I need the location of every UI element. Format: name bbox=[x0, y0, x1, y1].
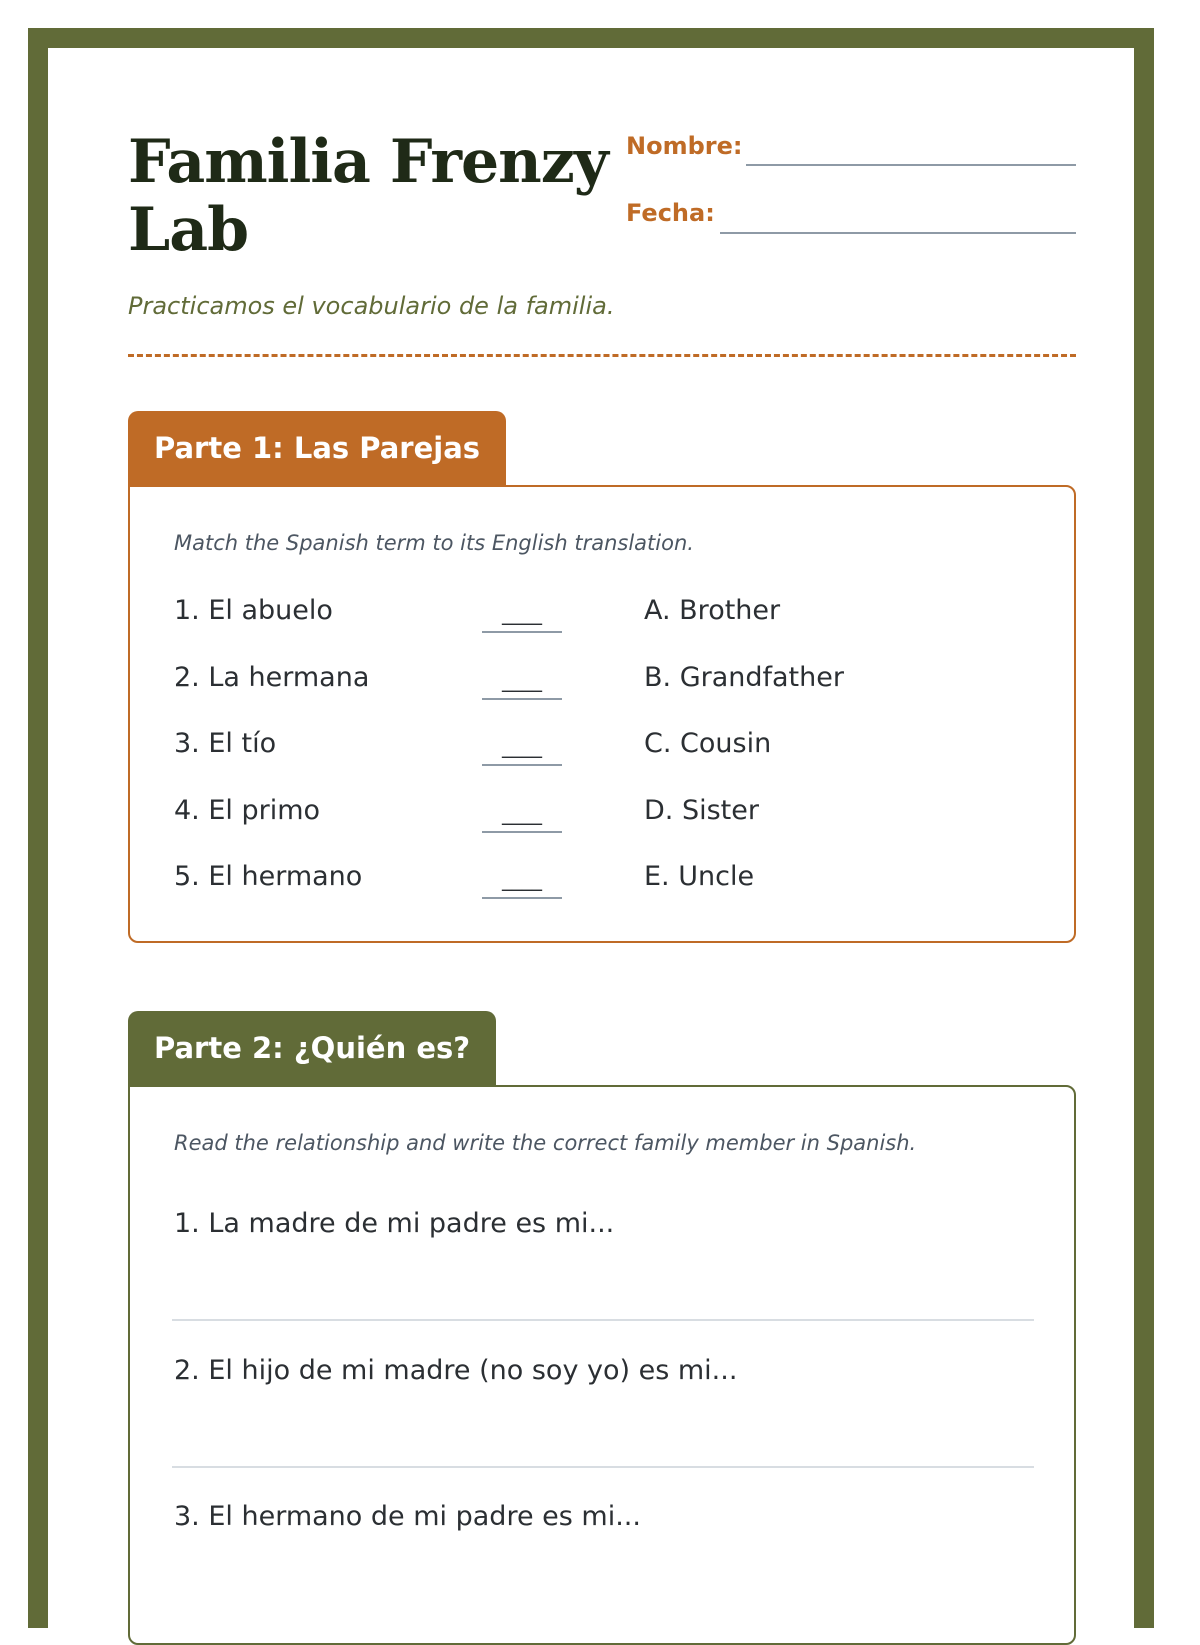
part1-tab: Parte 1: Las Parejas bbox=[128, 411, 506, 485]
part2-instructions: Read the relationship and write the correct family member in Spanish. bbox=[174, 1131, 917, 1155]
name-field[interactable] bbox=[746, 164, 1076, 166]
match-term: 1. El abuelo bbox=[174, 595, 333, 626]
match-blank[interactable]: ____ bbox=[482, 863, 562, 899]
match-blank[interactable]: ____ bbox=[482, 730, 562, 766]
match-term: 4. El primo bbox=[174, 795, 321, 826]
match-blank[interactable]: ____ bbox=[482, 797, 562, 833]
date-label: Fecha: bbox=[626, 199, 715, 227]
match-option: A. Brother bbox=[644, 595, 781, 626]
question-text: 2. El hijo de mi madre (no soy yo) es mi... bbox=[174, 1355, 738, 1386]
match-option: C. Cousin bbox=[644, 728, 772, 759]
match-option: B. Grandfather bbox=[644, 662, 844, 693]
match-term: 5. El hermano bbox=[174, 861, 363, 892]
question-text: 3. El hermano de mi padre es mi... bbox=[174, 1501, 641, 1532]
match-term: 3. El tío bbox=[174, 728, 277, 759]
page-subtitle: Practicamos el vocabulario de la familia. bbox=[128, 292, 615, 320]
part2-tab: Parte 2: ¿Quién es? bbox=[128, 1011, 496, 1085]
match-option: D. Sister bbox=[644, 795, 759, 826]
part2-panel bbox=[128, 1085, 1076, 1645]
date-field[interactable] bbox=[720, 232, 1076, 234]
part1-panel bbox=[128, 485, 1076, 943]
answer-line[interactable] bbox=[172, 1319, 1034, 1321]
name-label: Nombre: bbox=[626, 132, 743, 160]
part1-instructions: Match the Spanish term to its English translation. bbox=[174, 531, 694, 555]
match-option: E. Uncle bbox=[644, 861, 755, 892]
section-divider bbox=[128, 354, 1076, 357]
match-blank[interactable]: ____ bbox=[482, 664, 562, 700]
question-text: 1. La madre de mi padre es mi... bbox=[174, 1208, 615, 1239]
match-blank[interactable]: ____ bbox=[482, 597, 562, 633]
page-title: Familia Frenzy Lab bbox=[128, 127, 608, 265]
answer-line[interactable] bbox=[172, 1466, 1034, 1468]
match-term: 2. La hermana bbox=[174, 662, 370, 693]
